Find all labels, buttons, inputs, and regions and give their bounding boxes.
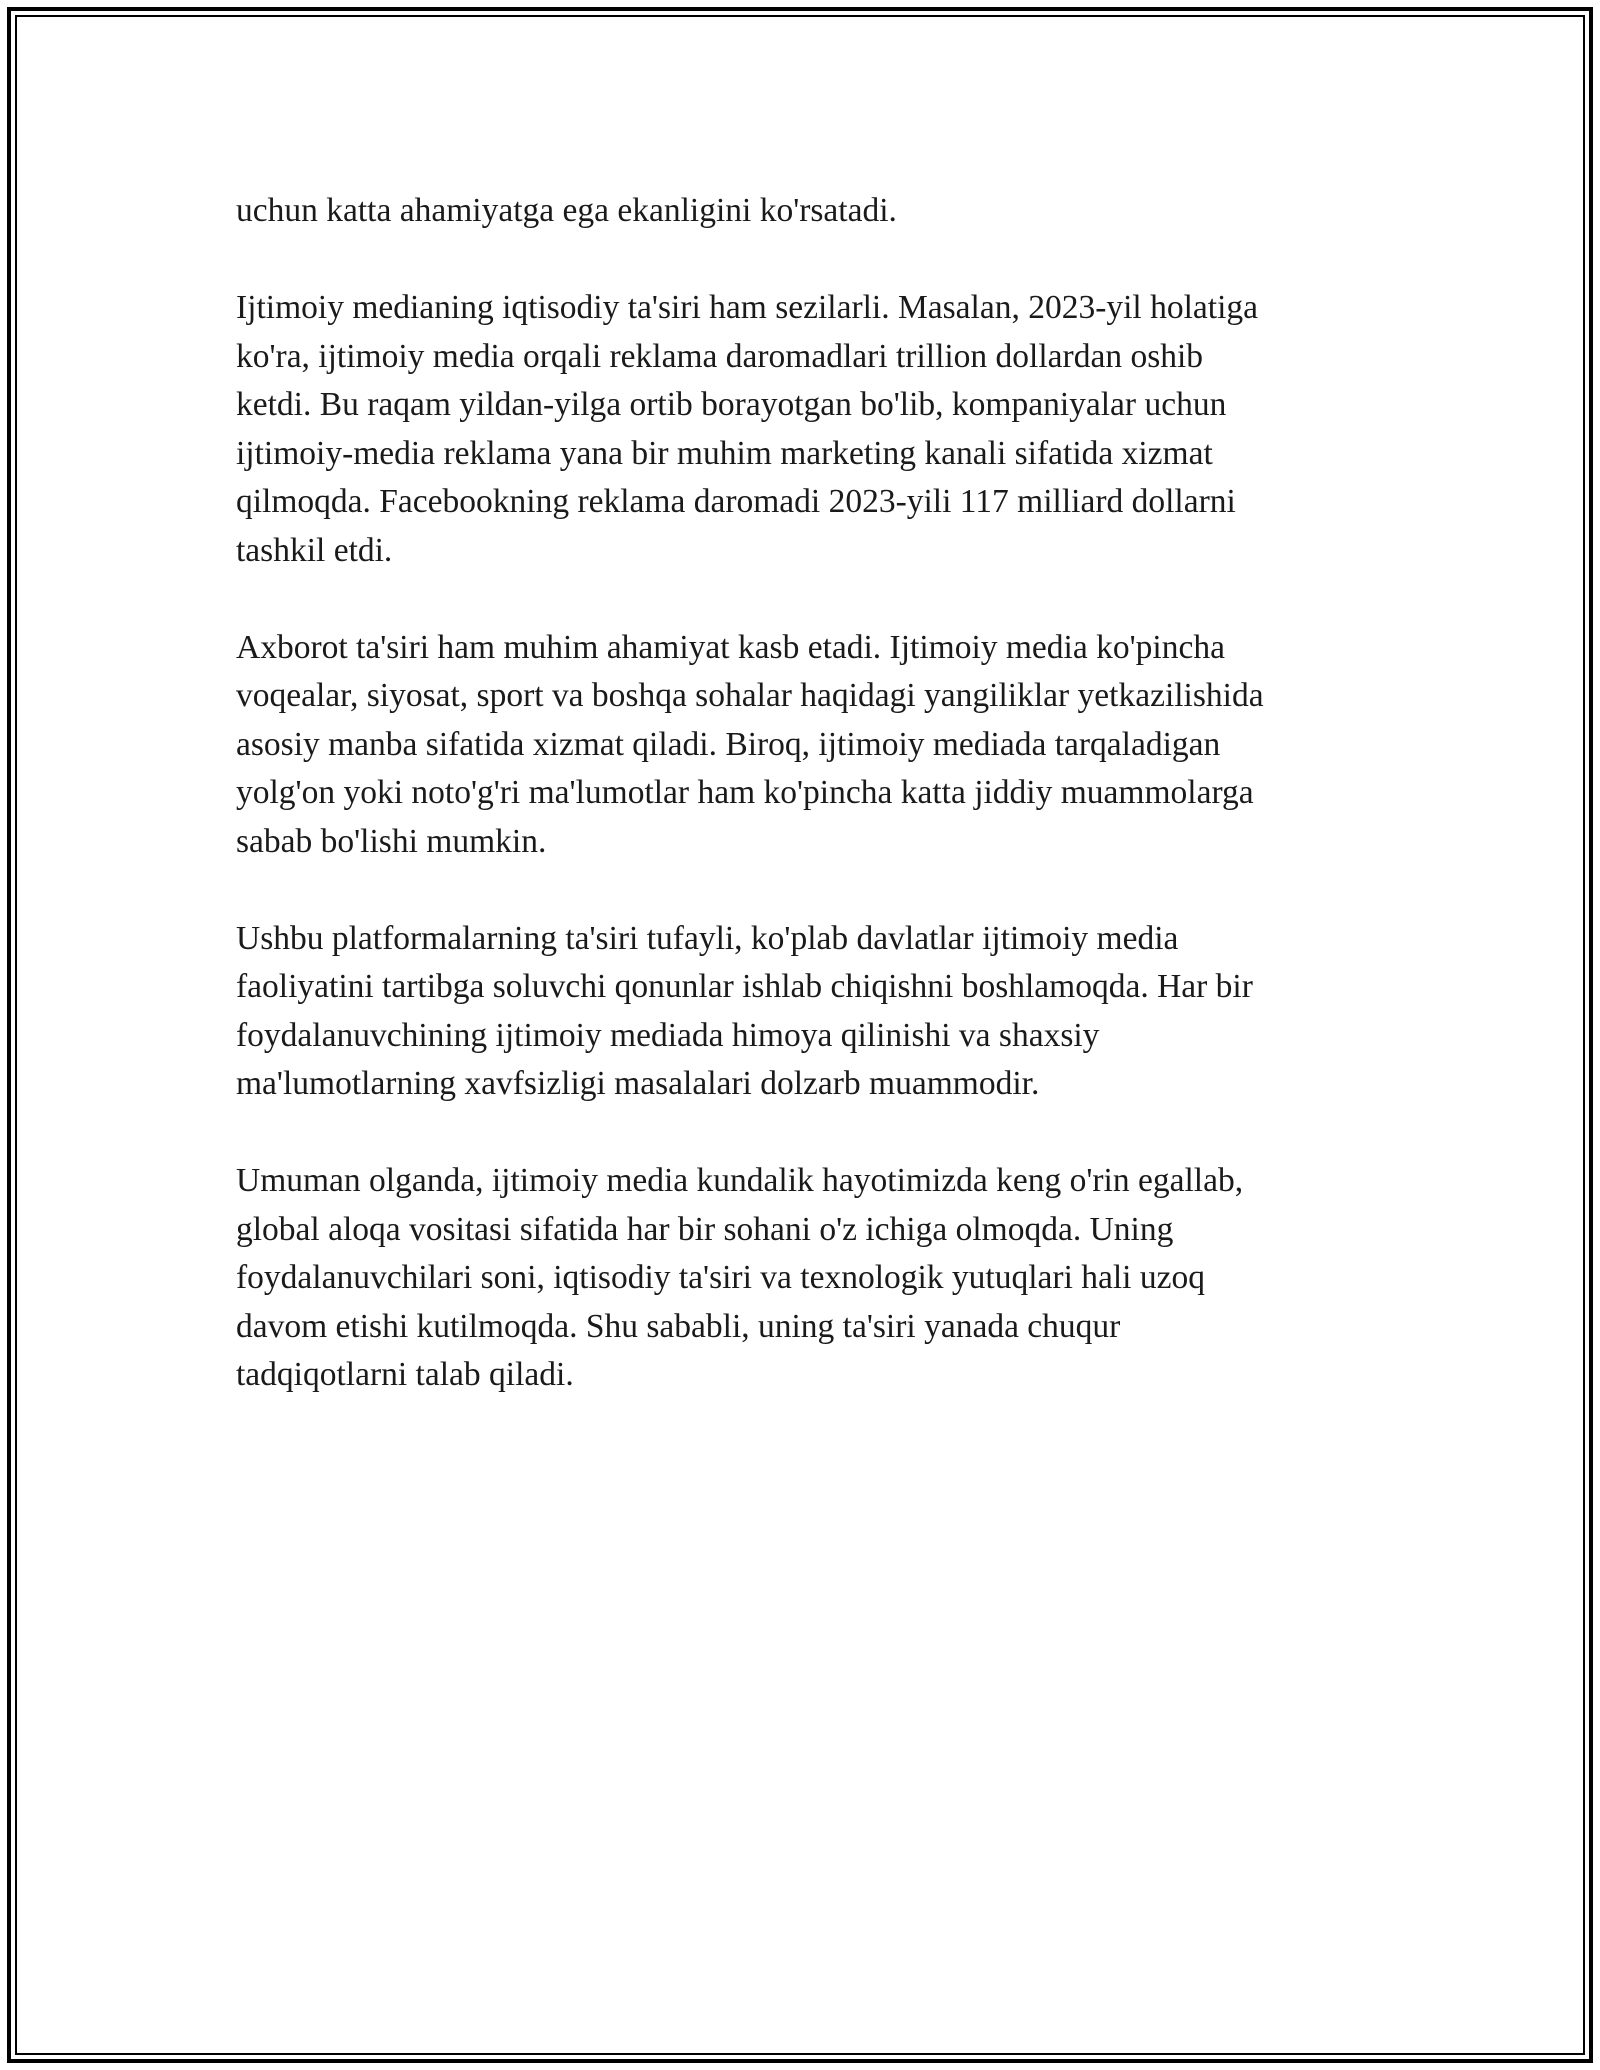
- text-line: asosiy manba sifatida xizmat qiladi. Biroq, ijtimoiy mediada tarqaladigan: [236, 725, 1221, 763]
- paragraph-1: [236, 187, 1386, 236]
- text-line: tashkil etdi.: [236, 531, 393, 569]
- text-line: foydalanuvchilari soni, iqtisodiy ta'siri va texnologik yutuqlari hali uzoq: [236, 1259, 1205, 1296]
- text-line: Axborot ta'siri ham muhim ahamiyat kasb etadi. Ijtimoiy media ko'pincha: [236, 628, 1225, 666]
- text-line: ma'lumotlarning xavfsizligi masalalari dolzarb muammodir.: [236, 1065, 1040, 1102]
- text-line: ko'ra, ijtimoiy media orqali reklama daromadlari trillion dollardan oshib: [236, 337, 1204, 375]
- text-line: tadqiqotlarni talab qiladi.: [236, 1356, 574, 1393]
- text-line: yolg'on yoki noto'g'ri ma'lumotlar ham ko'pincha katta jiddiy muammolarga: [236, 774, 1254, 811]
- text-line: qilmoqda. Facebookning reklama daromadi 2023-yili 117 milliard dollarni: [236, 483, 1236, 520]
- text-line: davom etishi kutilmoqda. Shu sababli, uning ta'siri yanada chuqur: [236, 1307, 1121, 1345]
- text-line: Ushbu platformalarning ta'siri tufayli, ko'plab davlatlar ijtimoiy media: [236, 919, 1179, 957]
- text-line: global aloqa vositasi sifatida har bir sohani o'z ichiga olmoqda. Uning: [236, 1210, 1174, 1248]
- text-line: uchun katta ahamiyatga ega ekanligini ko'rsatadi.: [236, 192, 897, 229]
- text-line: ijtimoiy-media reklama yana bir muhim marketing kanali sifatida xizmat: [236, 434, 1213, 472]
- text-line: voqealar, siyosat, sport va boshqa sohalar haqidagi yangiliklar yetkazilishida: [236, 677, 1264, 714]
- text-line: Umuman olganda, ijtimoiy media kundalik hayotimizda keng o'rin egallab,: [236, 1162, 1244, 1199]
- paragraph-2: [236, 284, 1386, 575]
- paragraph-4: [236, 915, 1386, 1109]
- text-line: Ijtimoiy medianing iqtisodiy ta'siri ham sezilarli. Masalan, 2023-yil holatiga: [236, 289, 1259, 326]
- text-line: ketdi. Bu raqam yildan-yilga ortib borayotgan bo'lib, kompaniyalar uchun: [236, 386, 1227, 423]
- text-line: foydalanuvchining ijtimoiy mediada himoya qilinishi va shaxsiy: [236, 1016, 1100, 1054]
- paragraph-5: [236, 1157, 1386, 1400]
- document-body: [236, 187, 1386, 1448]
- paragraph-3: [236, 624, 1386, 867]
- text-line: faoliyatini tartibga soluvchi qonunlar ishlab chiqishni boshlamoqda. Har bir: [236, 968, 1253, 1005]
- text-line: sabab bo'lishi mumkin.: [236, 822, 547, 860]
